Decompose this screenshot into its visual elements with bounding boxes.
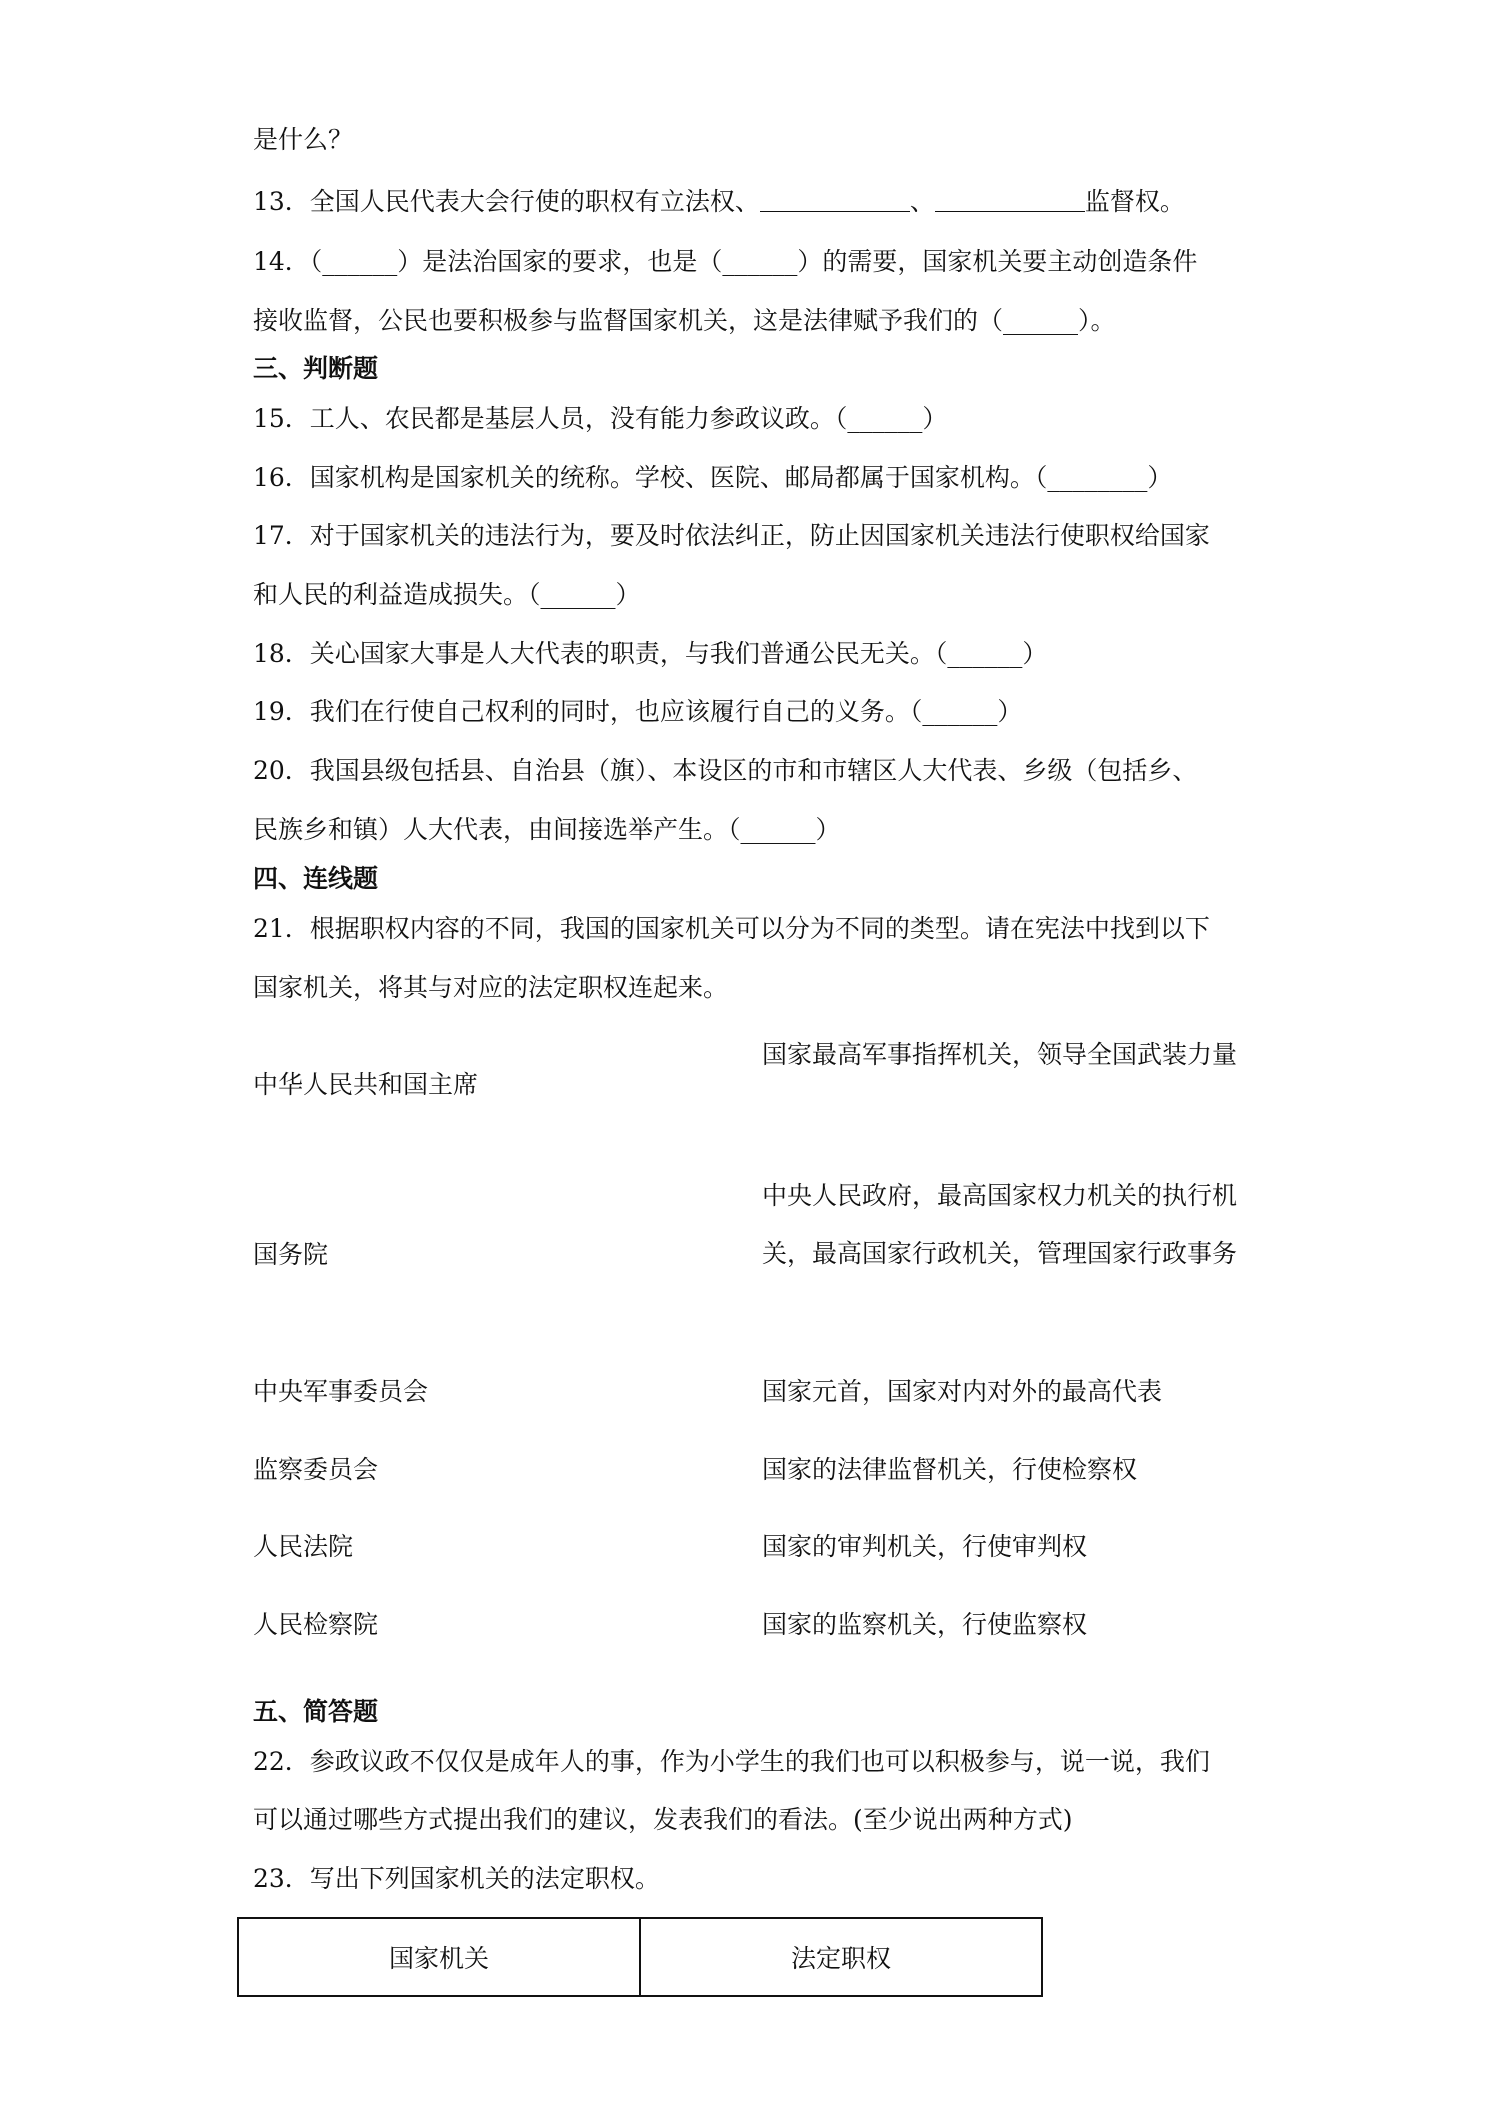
question-19: 19．我们在行使自己权利的同时，也应该履行自己的义务。（______） bbox=[253, 697, 1023, 726]
section-3-heading: 三、判断题 bbox=[253, 354, 379, 383]
match-right-item[interactable]: 中央人民政府，最高国家权力机关的执行机关，最高国家行政机关，管理国家行政事务 bbox=[762, 1181, 1238, 1268]
match-right-item[interactable]: 国家的审判机关，行使审判权 bbox=[762, 1532, 1088, 1561]
match-left-item[interactable]: 中华人民共和国主席 bbox=[253, 1070, 479, 1099]
section-5-heading: 五、简答题 bbox=[253, 1697, 379, 1726]
q12-continuation: 是什么？ bbox=[253, 125, 354, 154]
question-20-line-1: 20．我国县级包括县、自治县（旗）、本设区的市和市辖区人大代表、乡级（包括乡、 bbox=[253, 756, 1198, 785]
match-right-item[interactable]: 国家的监察机关，行使监察权 bbox=[762, 1610, 1088, 1639]
question-21-line-1: 21．根据职权内容的不同，我国的国家机关可以分为不同的类型。请在宪法中找到以下 bbox=[253, 914, 1210, 943]
question-17-line-1: 17．对于国家机关的违法行为，要及时依法纠正，防止因国家机关违法行使职权给国家 bbox=[253, 521, 1210, 550]
question-14-line-1: 14．（______）是法治国家的要求，也是（______）的需要，国家机关要主动创造条件 bbox=[253, 247, 1198, 276]
question-22-line-1: 22．参政议政不仅仅是成年人的事，作为小学生的我们也可以积极参与，说一说，我们 bbox=[253, 1747, 1210, 1776]
match-left-item[interactable]: 国务院 bbox=[253, 1240, 329, 1269]
question-14-line-2: 接收监督，公民也要积极参与监督国家机关，这是法律赋予我们的（______）。 bbox=[253, 306, 1116, 335]
match-right-item[interactable]: 国家元首，国家对内对外的最高代表 bbox=[762, 1377, 1163, 1406]
table-header-cell: 法定职权 bbox=[640, 1918, 1042, 1996]
match-left-item[interactable]: 人民检察院 bbox=[253, 1610, 379, 1639]
match-left-item[interactable]: 人民法院 bbox=[253, 1532, 354, 1561]
answer-blank[interactable] bbox=[760, 187, 910, 212]
question-17-line-2: 和人民的利益造成损失。（______） bbox=[253, 580, 641, 609]
match-left-item[interactable]: 监察委员会 bbox=[253, 1455, 379, 1484]
question-23: 23．写出下列国家机关的法定职权。 bbox=[253, 1864, 660, 1893]
question-20-line-2: 民族乡和镇）人大代表，由间接选举产生。（______） bbox=[253, 815, 841, 844]
table-header-row bbox=[238, 1918, 1042, 1996]
section-4-heading: 四、连线题 bbox=[253, 864, 379, 893]
answer-blank[interactable] bbox=[935, 187, 1085, 212]
question-22-line-2: 可以通过哪些方式提出我们的建议，发表我们的看法。(至少说出两种方式) bbox=[253, 1805, 1073, 1834]
question-16: 16．国家机构是国家机关的统称。学校、医院、邮局都属于国家机构。（________） bbox=[253, 463, 1173, 492]
answer-table bbox=[237, 1917, 1043, 1997]
question-18: 18．关心国家大事是人大代表的职责，与我们普通公民无关。（______） bbox=[253, 639, 1048, 668]
table-header-cell: 国家机关 bbox=[238, 1918, 640, 1996]
question-13: 13．全国人民代表大会行使的职权有立法权、 、 监督权。 bbox=[253, 187, 1185, 216]
match-right-item[interactable]: 国家最高军事指挥机关，领导全国武装力量 bbox=[762, 1040, 1238, 1069]
question-15: 15．工人、农民都是基层人员，没有能力参政议政。（______） bbox=[253, 404, 948, 433]
match-left-item[interactable]: 中央军事委员会 bbox=[253, 1377, 429, 1406]
match-right-item[interactable]: 国家的法律监督机关，行使检察权 bbox=[762, 1455, 1138, 1484]
question-21-line-2: 国家机关，将其与对应的法定职权连起来。 bbox=[253, 973, 729, 1002]
